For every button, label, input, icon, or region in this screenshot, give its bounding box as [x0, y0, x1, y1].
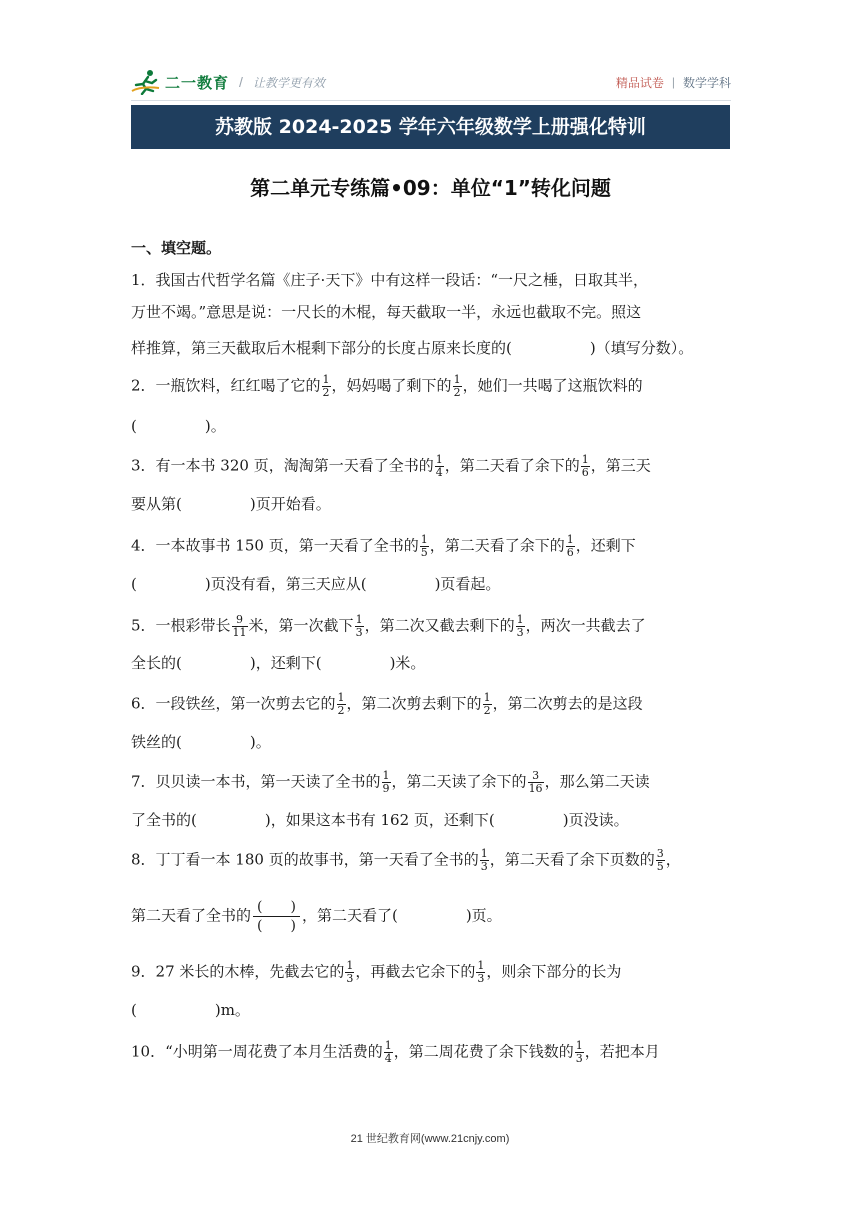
- q4-text-b: ，第二天看了余下的: [429, 536, 565, 555]
- q10-text-a: 10．“小明第一周花费了本月生活费的: [131, 1042, 383, 1061]
- q8-text-a: 8．丁丁看一本 180 页的故事书，第一天看了全书的: [131, 850, 479, 869]
- denominator-blank[interactable]: ( ): [253, 916, 300, 935]
- numerator: 1: [480, 847, 488, 860]
- numerator: 1: [384, 1039, 392, 1052]
- logo-slogan: 让教学更有效: [252, 75, 325, 90]
- numerator: 3: [656, 847, 664, 860]
- question-5-line-1: [131, 614, 743, 639]
- denominator: 4: [435, 466, 443, 479]
- denominator: 2: [322, 386, 330, 399]
- denominator: 5: [656, 860, 664, 873]
- q6-text-e: )。: [249, 733, 271, 751]
- page-footer: 21 世纪教育网(www.21cnjy.com): [350, 1133, 510, 1145]
- fraction: [435, 454, 444, 479]
- fraction: [382, 770, 391, 795]
- question-4-line-1: [131, 534, 743, 559]
- fraction: [322, 374, 331, 399]
- tag-premium-paper: 精品试卷: [615, 75, 664, 90]
- numerator: 1: [453, 373, 461, 386]
- document-title: 苏教版 2024-2025 学年六年级数学上册强化特训: [131, 105, 730, 149]
- fraction: [355, 614, 364, 639]
- q3-text-a: 3．有一本书 320 页，淘淘第一天看了全书的: [131, 456, 434, 475]
- denominator: 2: [337, 704, 345, 717]
- fraction: [581, 454, 590, 479]
- numerator: 1: [483, 691, 491, 704]
- question-5-line-2: [131, 653, 743, 673]
- q4-text-a: 4．一本故事书 150 页，第一天看了全书的: [131, 536, 419, 555]
- denominator: 5: [420, 546, 428, 559]
- q3-text-c: ，第三天: [590, 456, 651, 475]
- numerator: 1: [435, 453, 443, 466]
- numerator: 3: [532, 769, 540, 782]
- denominator: 6: [581, 466, 589, 479]
- section-heading: 一、填空题。: [131, 239, 222, 257]
- q8-text-b: ，第二天看了余下页数的: [489, 850, 655, 869]
- question-10-line-1: [131, 1040, 743, 1065]
- q3-text-d: 要从第(: [131, 495, 182, 513]
- q8-text-f: )页。: [465, 906, 502, 925]
- question-8-line-2: [131, 898, 743, 935]
- denominator: 11: [232, 626, 247, 639]
- fraction: [345, 960, 354, 985]
- tag-subject: 数学学科: [682, 75, 731, 90]
- numerator: 1: [581, 453, 589, 466]
- denominator: 6: [566, 546, 574, 559]
- q4-paren-open: (: [131, 575, 137, 593]
- q4-text-e: )页看起。: [434, 575, 501, 593]
- q9-text-a: 9．27 米长的木棒，先截去它的: [131, 962, 345, 981]
- question-6-line-2: [131, 732, 743, 752]
- q5-text-d: ，两次一共截去了: [525, 616, 646, 635]
- tag-separator: |: [671, 75, 675, 89]
- numerator: 1: [346, 959, 354, 972]
- denominator: 3: [575, 1052, 583, 1065]
- fraction: [528, 770, 544, 795]
- q2-paren-open: (: [131, 417, 137, 435]
- question-9-line-2: [131, 1000, 743, 1020]
- q7-text-c: ，那么第二天读: [544, 772, 650, 791]
- q3-text-b: ，第二天看了余下的: [444, 456, 580, 475]
- fraction: [566, 534, 575, 559]
- question-1-line-1: 1．我国古代哲学名篇《庄子·天下》中有这样一段话：“一尺之棰，日取其半，: [131, 271, 648, 289]
- fraction: [420, 534, 429, 559]
- q5-text-e: 全长的(: [131, 654, 182, 672]
- q7-text-e: )，如果这本书有 162 页，还剩下(: [264, 811, 495, 829]
- fraction: [483, 692, 492, 717]
- question-7-line-2: [131, 810, 743, 830]
- document-subtitle: 第二单元专练篇•09：单位“1”转化问题: [250, 176, 611, 200]
- q4-text-d: )页没有看，第三天应从(: [204, 575, 367, 593]
- denominator: 2: [453, 386, 461, 399]
- q7-text-f: )页没读。: [562, 811, 629, 829]
- denominator: 3: [346, 972, 354, 985]
- q7-text-a: 7．贝贝读一本书，第一天读了全书的: [131, 772, 381, 791]
- q9-text-b: ，再截去它余下的: [355, 962, 476, 981]
- denominator: 4: [384, 1052, 392, 1065]
- fraction: [575, 1040, 584, 1065]
- denominator: 3: [480, 860, 488, 873]
- fraction: [656, 848, 665, 873]
- fraction: [453, 374, 462, 399]
- question-3-line-2: [131, 494, 743, 514]
- q2-paren-close: )。: [204, 417, 226, 435]
- q7-text-b: ，第二天读了余下的: [391, 772, 527, 791]
- question-1-line-3: [131, 338, 743, 358]
- q5-text-g: )米。: [389, 654, 426, 672]
- question-9-line-1: [131, 960, 743, 985]
- q5-text-c: ，第二次又截去剩下的: [364, 616, 515, 635]
- numerator: 1: [566, 533, 574, 546]
- fraction: [480, 848, 489, 873]
- fraction: [232, 614, 248, 639]
- q9-paren-open: (: [131, 1001, 137, 1019]
- fraction: [516, 614, 525, 639]
- header-divider: [131, 100, 731, 101]
- q3-text-e: )页开始看。: [249, 495, 331, 513]
- runner-logo-icon: [131, 69, 161, 95]
- q5-text-b: 米，第一次截下: [248, 616, 354, 635]
- q8-text-c: ，: [665, 850, 681, 869]
- denominator: 9: [382, 782, 390, 795]
- question-2-line-1: [131, 374, 743, 399]
- header-tags: [616, 64, 731, 100]
- q4-text-c: ，还剩下: [575, 536, 636, 555]
- q8-text-e: ，第二天看了(: [301, 906, 398, 925]
- numerator: 1: [420, 533, 428, 546]
- numerator: 1: [337, 691, 345, 704]
- q2-text-c: ，她们一共喝了这瓶饮料的: [462, 376, 643, 395]
- q5-text-a: 5．一根彩带长: [131, 616, 231, 635]
- numerator-blank[interactable]: ( ): [257, 899, 296, 915]
- q1-text-a: 样推算，第三天截取后木棍剩下部分的长度占原来长度的(: [131, 339, 512, 357]
- question-6-line-1: [131, 692, 743, 717]
- q6-text-d: 铁丝的(: [131, 733, 182, 751]
- question-3-line-1: [131, 454, 743, 479]
- denominator: 2: [483, 704, 491, 717]
- denominator: 16: [528, 782, 543, 795]
- fraction: [337, 692, 346, 717]
- q7-text-d: 了全书的(: [131, 811, 197, 829]
- q6-text-b: ，第二次剪去剩下的: [346, 694, 482, 713]
- numerator: 1: [322, 373, 330, 386]
- denominator: 3: [355, 626, 363, 639]
- q1-text-b: )（填写分数）。: [589, 339, 694, 357]
- logo-text: 二一教育: [165, 74, 230, 92]
- q9-text-c: ，则余下部分的长为: [486, 962, 622, 981]
- logo-divider: /: [239, 74, 243, 90]
- q6-text-a: 6．一段铁丝，第一次剪去它的: [131, 694, 336, 713]
- q9-text-d: )m。: [214, 1001, 250, 1019]
- numerator: 9: [236, 613, 244, 626]
- q2-text-b: ，妈妈喝了剩下的: [331, 376, 452, 395]
- numerator: 1: [575, 1039, 583, 1052]
- question-1-line-2: 万世不竭。”意思是说：一尺长的木棍，每天截取一半，永远也截取不完。照这: [131, 303, 642, 321]
- q10-text-c: ，若把本月: [584, 1042, 660, 1061]
- q8-text-d: 第二天看了全书的: [131, 906, 252, 925]
- question-4-line-2: [131, 574, 743, 594]
- q2-text-a: 2．一瓶饮料，红红喝了它的: [131, 376, 321, 395]
- question-8-line-1: [131, 848, 743, 873]
- denominator: 3: [477, 972, 485, 985]
- numerator: 1: [382, 769, 390, 782]
- question-7-line-1: [131, 770, 743, 795]
- q6-text-c: ，第二次剪去的是这段: [492, 694, 643, 713]
- page-header: [131, 64, 731, 100]
- fraction-answer-blank[interactable]: [253, 898, 300, 935]
- numerator: 1: [477, 959, 485, 972]
- question-2-line-2: [131, 416, 743, 436]
- denominator: 3: [516, 626, 524, 639]
- numerator: 1: [355, 613, 363, 626]
- fraction: [384, 1040, 393, 1065]
- numerator: 1: [516, 613, 524, 626]
- q10-text-b: ，第二周花费了余下钱数的: [393, 1042, 574, 1061]
- brand-logo: [131, 64, 325, 100]
- fraction: [476, 960, 485, 985]
- q5-text-f: )，还剩下(: [249, 654, 322, 672]
